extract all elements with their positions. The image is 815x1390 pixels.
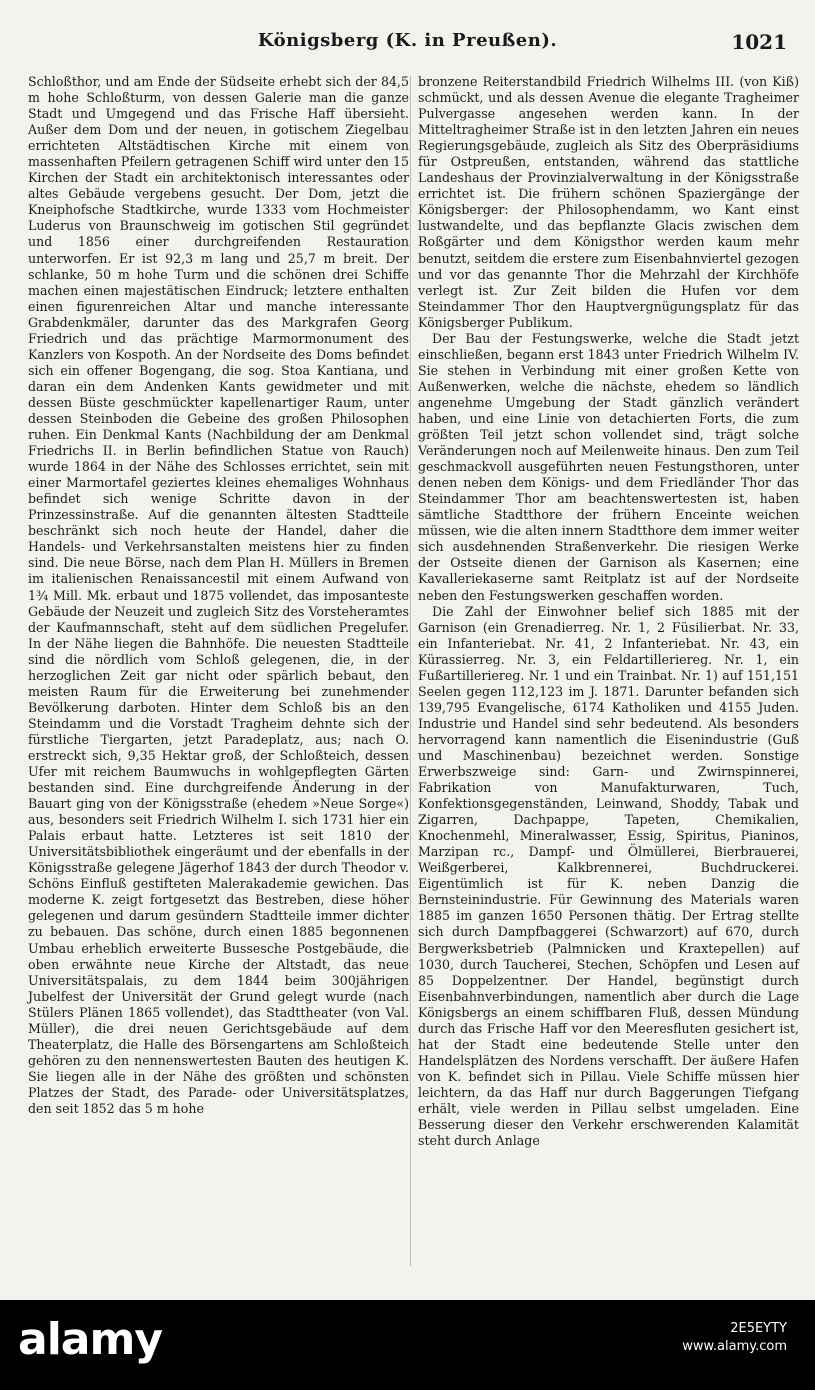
left-column bbox=[28, 74, 409, 1117]
page-header bbox=[28, 30, 787, 70]
watermark-footer bbox=[0, 1300, 815, 1390]
page-number: 1021 bbox=[731, 30, 787, 54]
image-credit bbox=[682, 1320, 787, 1356]
paragraph: bronzene Reiterstandbild Friedrich Wilhelms III. (von Kiß) schmückt, und als dessen Avenue die elegante Tragheimer Pulvergasse angesehen werden kann. In der Mitteltragheimer Straße ist in den letzten Jahren ein neues Regierungsgebäude, zugleich als Sitz des Oberpräsidiums für Ostpreußen, entstanden, während das stattliche Landeshaus der Provinzialverwaltung in der Königsstraße errichtet ist. Die frühern schönen Spaziergänge der Königsberger: der Philosophendamm, wo Kant einst lustwandelte, und das bepflanzte Glacis zwischen dem Roßgärter und dem Königsthor werden kaum mehr benutzt, seitdem die erstere zum Eisenbahnviertel gezogen und vor das genannte Thor die Mehrzahl der Kirchhöfe verlegt ist. Zur Zeit bilden die Hufen vor dem Steindammer Thor den Hauptvergnügungsplatz für das Königsberger Publikum. bbox=[418, 74, 799, 330]
site-url: www.alamy.com bbox=[682, 1339, 787, 1354]
alamy-logo: alamy bbox=[18, 1314, 162, 1365]
paragraph: Schloßthor, und am Ende der Südseite erhebt sich der 84,5 m hohe Schloßturm, von dessen Galerie man die ganze Stadt und Umgegend und das Frische Haff übersieht. Außer dem Dom und der neuen, in gotischem Ziegelbau errichteten Altstädtischen Kirche mit einem von massenhaften Pfeilern getragenen Schiff wird unter den 15 Kirchen der Stadt ein architektonisch interessantes oder altes Gebäude vergebens gesucht. Der Dom, jetzt die Kneiphofsche Stadtkirche, wurde 1333 vom Hochmeister Luderus von Braunschweig im gotischen Stil gegründet und 1856 einer durchgreifenden Restauration unterworfen. Er ist 92,3 m lang und 25,7 m breit. Der schlanke, 50 m hohe Turm und die schönen drei Schiffe machen einen majestätischen Eindruck; letztere enthalten einen figurenreichen Altar und manche interessante Grabdenkmäler, darunter das des Markgrafen Georg Friedrich und das prächtige Marmormonument des Kanzlers von Kospoth. An der Nordseite des Doms befindet sich ein offener Bogengang, die sog. Stoa Kantiana, und daran ein dem Andenken Kants gewidmeter und mit dessen Büste geschmückter kapellenartiger Raum, unter dessen Steinboden die Gebeine des großen Philosophen ruhen. Ein Denkmal Kants (Nachbildung der am Denkmal Friedrichs II. in Berlin befindlichen Statue von Rauch) wurde 1864 in der Nähe des Schlosses errichtet, sein mit einer Marmortafel geziertes kleines ehemaliges Wohnhaus befindet sich wenige Schritte davon in der Prinzessinstraße. Auf die genannten ältesten Stadtteile beschränkt sich noch heute der Handel, daher die Handels- und Verkehrsanstalten meistens hier zu finden sind. Die neue Börse, nach dem Plan H. Müllers in Bremen im italienischen Renaissancestil mit einem Aufwand von 1¾ Mill. Mk. erbaut und 1875 vollendet, das imposanteste Gebäude der Neuzeit und zugleich Sitz des Vorsteheramtes der Kaufmannschaft, steht auf dem südlichen Pregelufer. In der Nähe liegen die Bahnhöfe. Die neuesten Stadtteile sind die nördlich vom Schloß gelegenen, die, in der herzoglichen Zeit gar nicht oder spärlich bebaut, den meisten Raum für die Erweiterung bei zunehmender Bevölkerung darboten. Hinter dem Schloß bis an den Steindamm und die Vorstadt Tragheim dehnte sich der fürstliche Tiergarten, jetzt Paradeplatz, aus; nach O. erstreckt sich, 9,35 Hektar groß, der Schloßteich, dessen Ufer mit reichem Baumwuchs in wohlgepflegten Gärten bestanden sind. Eine durchgreifende Änderung in der Bauart ging von der Königsstraße (ehedem »Neue Sorge«) aus, besonders seit Friedrich Wilhelm I. sich 1731 hier ein Palais erbaut hatte. Letzteres ist seit 1810 der Universitätsbibliothek eingeräumt und der ebenfalls in der Königsstraße gelegene Jägerhof 1843 der durch Theodor v. Schöns Einfluß gestifteten Malerakademie gewichen. Das moderne K. zeigt fortgesetzt das Bestreben, diese höher gelegenen und darum gesündern Stadtteile immer dichter zu bebauen. Das schöne, durch einen 1885 begonnenen Umbau erheblich erweiterte Bussesche Postgebäude, die oben erwähnte neue Kirche der Altstadt, das neue Universitätspalais, zu dem 1844 beim 300jährigen Jubelfest der Universität der Grund gelegt wurde (nach Stülers Plänen 1865 vollendet), das Stadttheater (von Val. Müller), die drei neuen Gerichtsgebäude auf dem Theaterplatz, die Halle des Börsengartens am Schloßteich gehören zu den nennenswertesten Bauten des heutigen K. Sie liegen alle in der Nähe des größten und schönsten Platzes der Stadt, des Parade- oder Universitätsplatzes, den seit 1852 das 5 m hohe bbox=[28, 74, 409, 1116]
page-title: Königsberg (K. in Preußen). bbox=[257, 30, 558, 51]
paragraph: Der Bau der Festungswerke, welche die Stadt jetzt einschließen, begann erst 1843 unter Friedrich Wilhelm IV. Sie stehen in Verbindung mit einer großen Kette von Außenwerken, welche die nächste, ehedem so ländlich angenehme Umgebung der Stadt gänzlich verändert haben, und eine Linie von detachierten Forts, die zum größten Teil jetzt schon vollendet sind, trägt solche Veränderungen noch auf Meilenweite hinaus. Den zum Teil geschmackvoll ausgeführten neuen Festungsthoren, unter denen neben dem Königs- und dem Friedländer Thor das Steindammer Thor am beachtenswertesten ist, haben sämtliche Stadtthore der frühern Enceinte weichen müssen, wie die alten innern Stadtthore dem immer weiter sich ausdehnenden Straßenverkehr. Die riesigen Werke der Ostseite dienen der Garnison als Kasernen; eine Kavalleriekaserne samt Reitplatz ist auf der Nordseite neben den Festungswerken geschaffen worden. bbox=[418, 330, 799, 603]
paragraph: Die Zahl der Einwohner belief sich 1885 mit der Garnison (ein Grenadierreg. Nr. 1, 2 Füsilierbat. Nr. 33, ein Infanteriebat. Nr. 41, 2 Infanteriebat. Nr. 43, ein Kürassierreg. Nr. 3, ein Feldartilleriereg. Nr. 1, ein Fußartilleriereg. Nr. 1 und ein Trainbat. Nr. 1) auf 151,151 Seelen gegen 112,123 im J. 1871. Darunter befanden sich 139,795 Evangelische, 6174 Katholiken und 4155 Juden. Industrie und Handel sind sehr bedeutend. Als besonders hervorragend kann namentlich die Eisenindustrie (Guß und Maschinenbau) bezeichnet werden. Sonstige Erwerbszweige sind: Garn- und Zwirnspinnerei, Fabrikation von Manufakturwaren, Tuch, Konfektionsgegenständen, Leinwand, Shoddy, Tabak und Zigarren, Dachpappe, Tapeten, Chemikalien, Knochenmehl, Mineralwasser, Essig, Spiritus, Pianinos, Marzipan rc., Dampf- und Ölmüllerei, Bierbrauerei, Weißgerberei, Kalkbrennerei, Buchdruckerei. Eigentümlich ist für K. neben Danzig die Bernsteinindustrie. Für Gewinnung des Materials waren 1885 im ganzen 1650 Personen thätig. Der Ertrag stellte sich durch Dampfbaggerei (Schwarzort) auf 670, durch Bergwerksbetrieb (Palmnicken und Kraxtepellen) auf 1030, durch Taucherei, Stechen, Schöpfen und Lesen auf 85 Doppelzentner. Der Handel, begünstigt durch Eisenbahnverbindungen, namentlich aber durch die Lage Königsbergs an einem schiffbaren Fluß, dessen Mündung durch das Frische Haff vor den Meeresfluten gesichert ist, hat der Stadt eine bedeutende Stelle unter den Handelsplätzen des Nordens verschafft. Der äußere Hafen von K. befindet sich in Pillau. Viele Schiffe müssen hier leichtern, da das Haff nur durch Baggerungen Tiefgang erhält, viele werden in Pillau selbst umgeladen. Eine Besserung dieser den Verkehr erschwerenden Kalamität steht durch Anlage bbox=[418, 603, 799, 1149]
column-divider bbox=[410, 76, 411, 1266]
right-column bbox=[418, 74, 799, 1149]
image-id: 2E5EYTY bbox=[730, 1321, 787, 1336]
